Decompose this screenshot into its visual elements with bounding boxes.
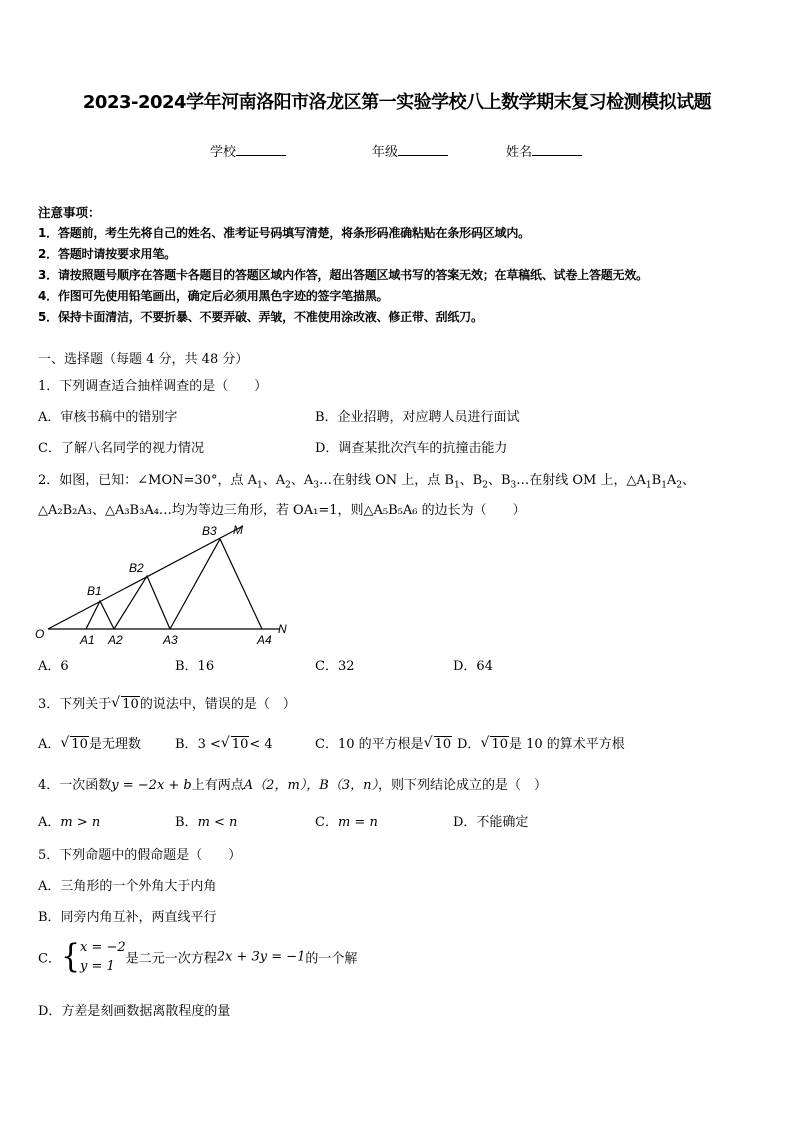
triangle-2 bbox=[114, 576, 170, 629]
label-o: O bbox=[35, 627, 45, 641]
q2-option-c: C．32 bbox=[315, 659, 355, 674]
q5-stem: 5．下列命题中的假命题是（ ） bbox=[38, 848, 242, 863]
q3-option-a: A．√ 10是无理数 bbox=[38, 733, 141, 752]
q2-option-a: A．6 bbox=[38, 659, 69, 674]
triangle-figure bbox=[30, 518, 300, 650]
q4-option-b: B．m < n bbox=[175, 815, 238, 830]
q3-option-b: B．3 <√ 10< 4 bbox=[175, 733, 273, 752]
q1-stem: 1．下列调查适合抽样调查的是（ ） bbox=[38, 379, 268, 394]
page-title: 2023-2024学年河南洛阳市洛龙区第一实验学校八上数学期末复习检测模拟试题 bbox=[82, 92, 712, 113]
grade-field: 年级 bbox=[372, 141, 448, 160]
q2-stem-line1: 2．如图，已知：∠MON=30°，点 $A_1$、$A_2$、$A_3\dots$在射线 ON 上，点 $B_1$、$B_2$、$B_3\dots$在射线 OM 上，$\triangle A_1B_1A_2$、 bbox=[38, 473, 696, 491]
q5-option-c: C．{x = −2 y = 1 是二元一次方程2x + 3y = −1的一个解 bbox=[38, 937, 358, 976]
brace-symbol: { bbox=[60, 937, 81, 976]
sqrt-10: √ 10 bbox=[111, 697, 140, 712]
label-b3: B3 bbox=[202, 524, 217, 538]
q4-option-c: C．m = n bbox=[315, 815, 378, 830]
note-1: 1．答题前，考生先将自己的姓名、准考证号码填写清楚，将条形码准确粘贴在条形码区域内。 bbox=[38, 226, 530, 240]
q3-option-c: C．10 的平方根是√ 10 bbox=[315, 733, 452, 752]
triangle-1 bbox=[86, 601, 114, 629]
q3-stem: 3．下列关于√ 10的说法中，错误的是（ ） bbox=[38, 693, 296, 712]
triangle-3 bbox=[170, 539, 262, 629]
q4-option-a: A．m > n bbox=[38, 815, 101, 830]
q5-option-d: D．方差是刻画数据离散程度的量 bbox=[38, 1004, 231, 1019]
label-m: M bbox=[233, 523, 243, 537]
q4-stem: 4．一次函数y = −2x + b上有两点A（2，m），B（3，n），则下列结论成立的是（ ） bbox=[38, 778, 547, 793]
label-n: N bbox=[278, 622, 287, 636]
note-2: 2．答题时请按要求用笔。 bbox=[38, 247, 176, 261]
label-b1: B1 bbox=[87, 584, 102, 598]
section-heading: 一、选择题（每题 4 分，共 48 分） bbox=[38, 352, 249, 367]
q2-stem-line2: △A₂B₂A₃、△A₃B₃A₄…均为等边三角形，若 OA₁=1，则△A₅B₅A₆ 的边长为（ ） bbox=[38, 503, 526, 518]
q1-option-b: B．企业招聘，对应聘人员进行面试 bbox=[315, 410, 520, 425]
note-4: 4．作图可先使用铅笔画出，确定后必须用黑色字迹的签字笔描黑。 bbox=[38, 289, 389, 303]
q1-option-d: D．调查某批次汽车的抗撞击能力 bbox=[315, 441, 508, 456]
label-b2: B2 bbox=[129, 561, 144, 575]
label-a3: A3 bbox=[163, 633, 178, 647]
school-field: 学校 bbox=[210, 141, 286, 160]
note-3: 3．请按照题号顺序在答题卡各题目的答题区域内作答，超出答题区域书写的答案无效；在草稿纸、试卷上答题无效。 bbox=[38, 268, 648, 282]
q2-option-b: B．16 bbox=[175, 659, 215, 674]
q5-option-b: B．同旁内角互补，两直线平行 bbox=[38, 910, 217, 925]
q2-option-d: D．64 bbox=[453, 659, 493, 674]
equation-system: x = −2 y = 1 bbox=[80, 940, 126, 974]
q1-option-a: A．审核书稿中的错别字 bbox=[38, 410, 178, 425]
label-a1: A1 bbox=[80, 633, 95, 647]
label-a2: A2 bbox=[108, 633, 123, 647]
q5-option-a: A．三角形的一个外角大于内角 bbox=[38, 879, 217, 894]
name-field: 姓名 bbox=[506, 141, 582, 160]
q4-option-d: D．不能确定 bbox=[453, 815, 529, 830]
notes-heading: 注意事项： bbox=[38, 205, 101, 220]
label-a4: A4 bbox=[257, 633, 272, 647]
q1-option-c: C．了解八名同学的视力情况 bbox=[38, 441, 204, 456]
q3-option-d: D．√ 10是 10 的算术平方根 bbox=[457, 733, 625, 752]
note-5: 5．保持卡面清洁，不要折暴、不要弄破、弄皱，不准使用涂改液、修正带、刮纸刀。 bbox=[38, 310, 483, 324]
